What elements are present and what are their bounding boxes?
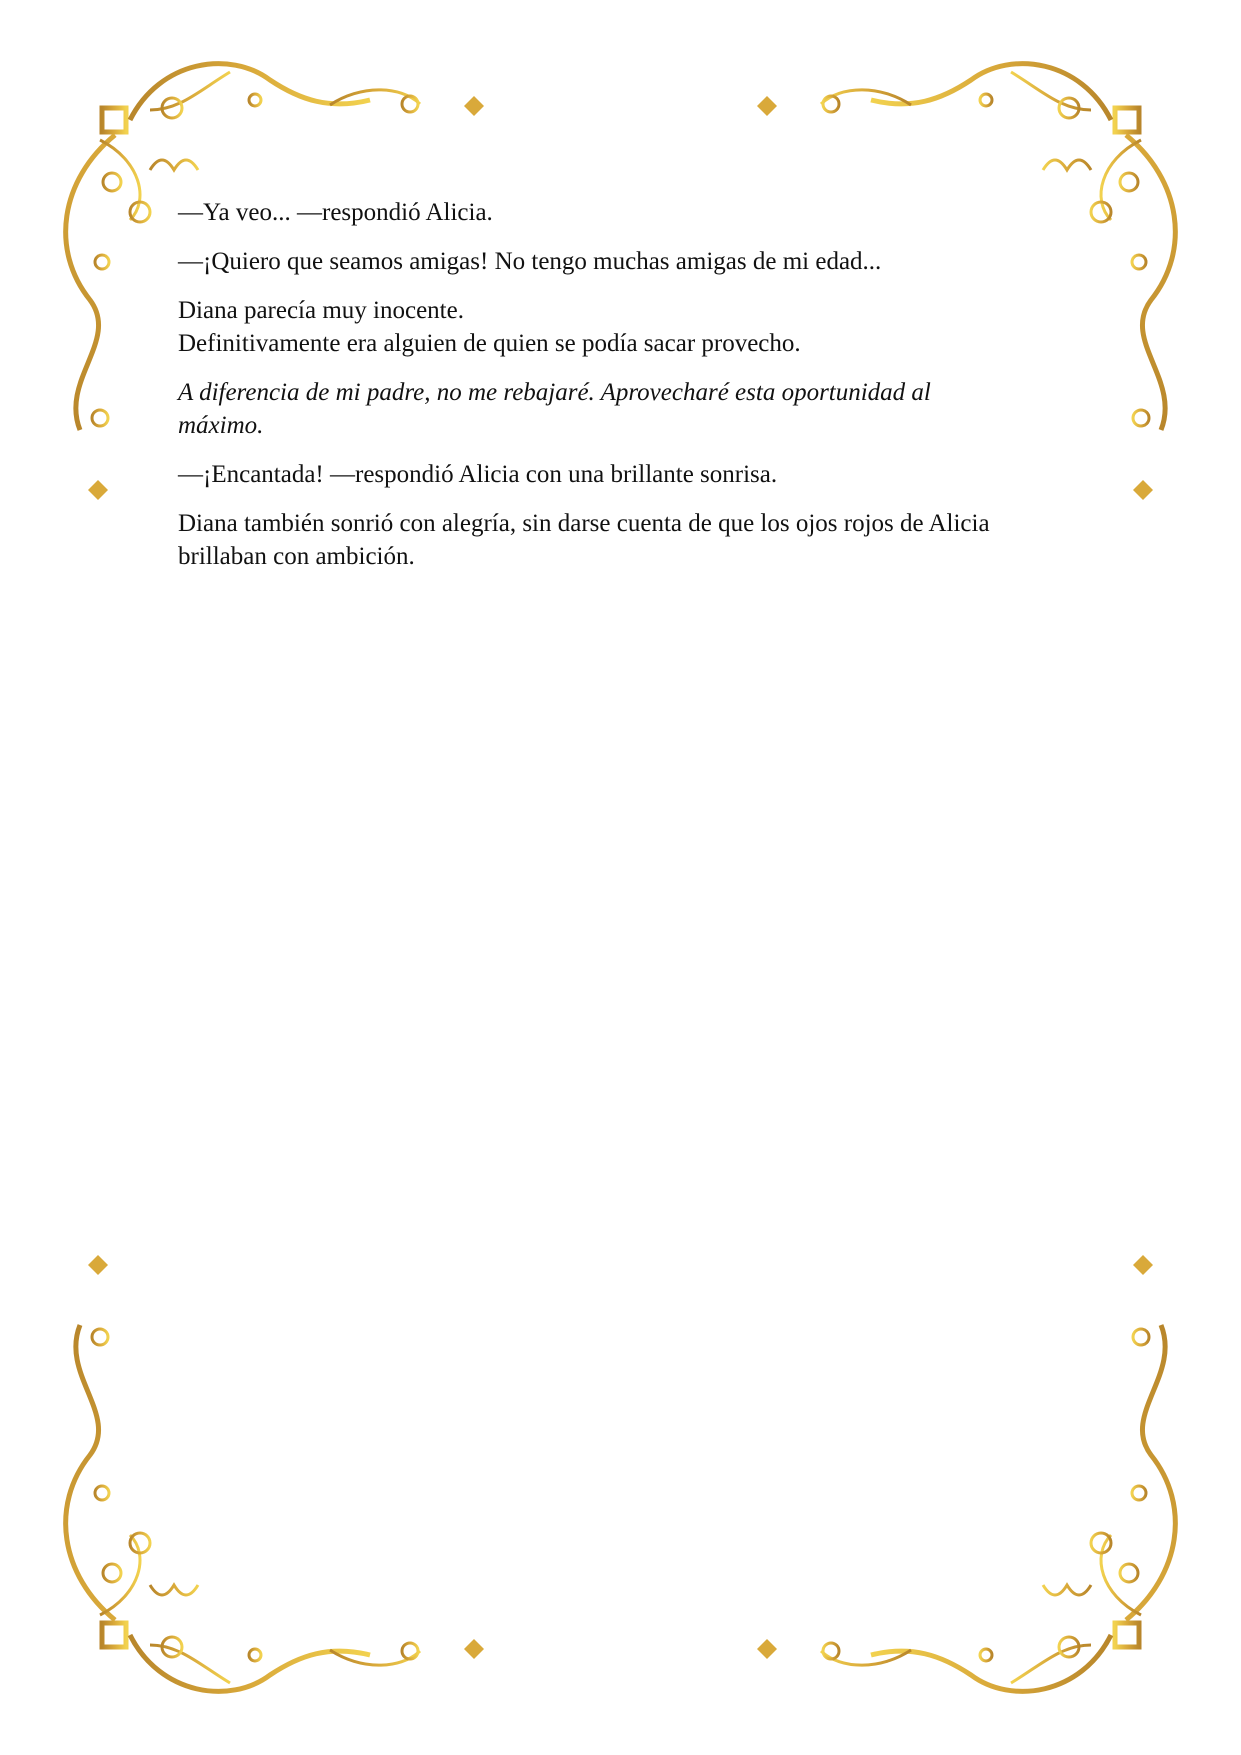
paragraph-3: [178, 294, 1078, 360]
paragraph-2: [178, 245, 1078, 278]
paragraph-line: A diferencia de mi padre, no me rebajaré. Aprovecharé esta oportunidad al: [178, 379, 931, 406]
paragraph-line: —Ya veo... —respondió Alicia.: [178, 199, 493, 226]
paragraph-4-thought: [178, 376, 1078, 442]
paragraph-line: brillaban con ambición.: [178, 543, 415, 570]
paragraph-5: [178, 458, 1078, 491]
paragraph-line: máximo.: [178, 412, 264, 439]
paragraph-1: [178, 196, 1078, 229]
paragraph-line: —¡Quiero que seamos amigas! No tengo muchas amigas de mi edad...: [178, 248, 882, 275]
document-body: [178, 196, 1078, 589]
paragraph-line: Definitivamente era alguien de quien se podía sacar provecho.: [178, 330, 801, 357]
paragraph-line: —¡Encantada! —respondió Alicia con una brillante sonrisa.: [178, 461, 778, 488]
paragraph-6: [178, 507, 1078, 573]
paragraph-line: Diana también sonrió con alegría, sin darse cuenta de que los ojos rojos de Alicia: [178, 510, 990, 537]
paragraph-line: Diana parecía muy inocente.: [178, 297, 464, 324]
